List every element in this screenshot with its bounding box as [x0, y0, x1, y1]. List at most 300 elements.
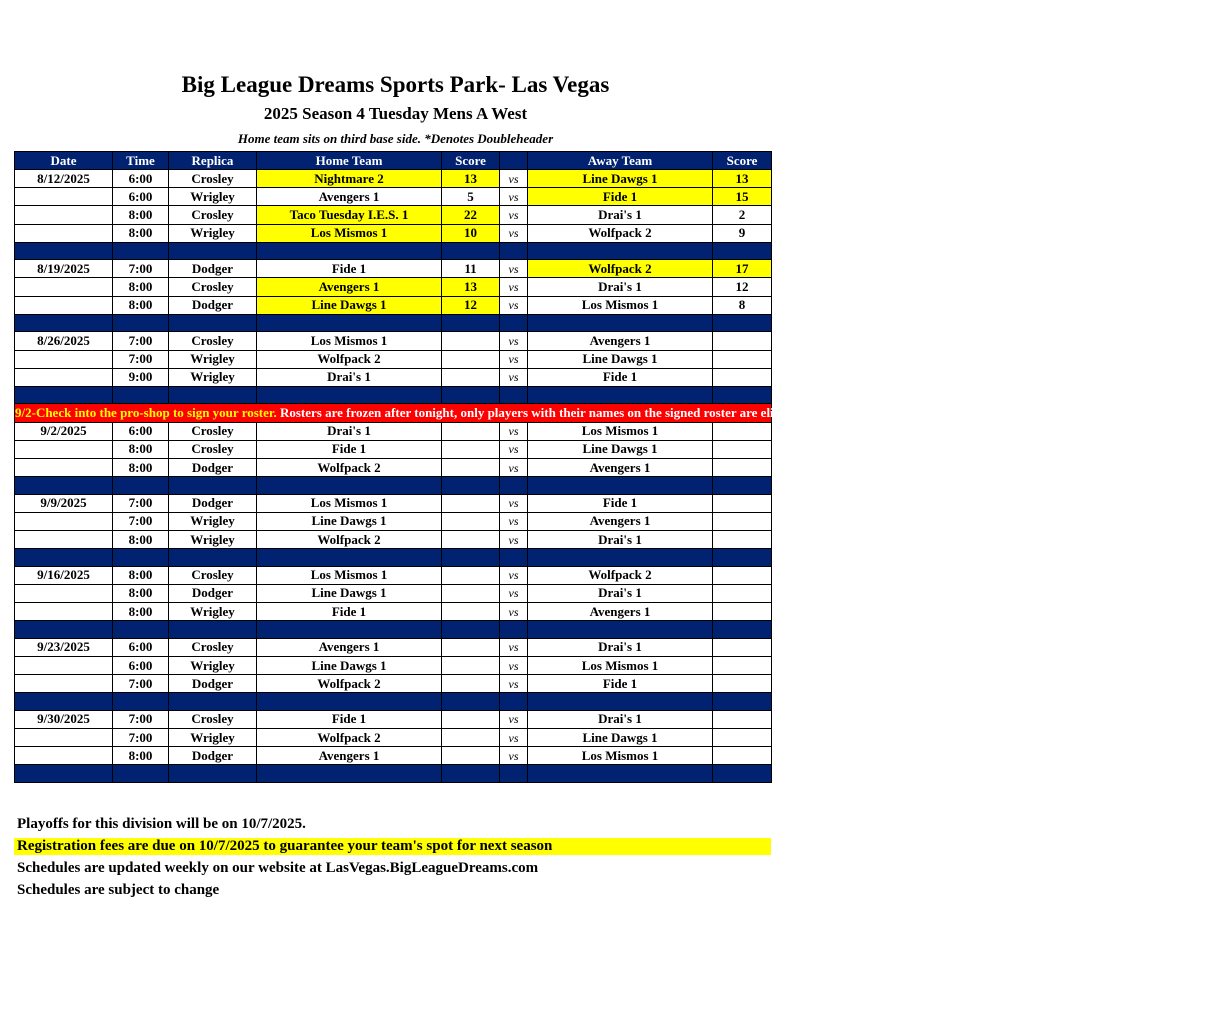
replica-cell: Crosley — [169, 332, 257, 350]
separator-cell — [257, 242, 442, 260]
table-row — [15, 188, 772, 206]
separator-cell — [15, 549, 113, 567]
time-cell: 6:00 — [113, 422, 169, 440]
time-cell: 7:00 — [113, 675, 169, 693]
away-team-cell: Avengers 1 — [528, 512, 713, 530]
table-row — [15, 224, 772, 242]
home-score-cell — [442, 603, 500, 621]
separator-cell — [442, 765, 500, 783]
vs-cell: vs — [500, 675, 528, 693]
away-team-cell: Los Mismos 1 — [528, 296, 713, 314]
vs-cell: vs — [500, 440, 528, 458]
replica-cell: Dodger — [169, 747, 257, 765]
time-cell: 8:00 — [113, 278, 169, 296]
separator-cell — [442, 621, 500, 639]
home-team-cell: Drai's 1 — [257, 422, 442, 440]
home-team-cell: Wolfpack 2 — [257, 350, 442, 368]
separator-cell — [15, 765, 113, 783]
table-row — [15, 566, 772, 584]
table-row — [15, 656, 772, 674]
separator-cell — [528, 693, 713, 711]
home-score-cell — [442, 729, 500, 747]
away-score-cell — [713, 566, 772, 584]
time-cell: 7:00 — [113, 494, 169, 512]
away-team-cell: Line Dawgs 1 — [528, 729, 713, 747]
week-separator-row — [15, 314, 772, 332]
away-team-cell: Drai's 1 — [528, 710, 713, 728]
col-header-date: Date — [15, 152, 113, 170]
replica-cell: Wrigley — [169, 512, 257, 530]
home-team-cell: Line Dawgs 1 — [257, 584, 442, 602]
away-score-cell — [713, 710, 772, 728]
vs-cell: vs — [500, 566, 528, 584]
separator-cell — [169, 621, 257, 639]
separator-cell — [713, 386, 772, 404]
separator-cell — [15, 242, 113, 260]
vs-cell: vs — [500, 638, 528, 656]
away-score-cell — [713, 603, 772, 621]
home-score-cell: 12 — [442, 296, 500, 314]
replica-cell: Dodger — [169, 675, 257, 693]
separator-cell — [713, 765, 772, 783]
away-score-cell — [713, 368, 772, 386]
week-separator-row — [15, 477, 772, 495]
away-score-cell — [713, 729, 772, 747]
table-row — [15, 170, 772, 188]
vs-cell: vs — [500, 368, 528, 386]
separator-cell — [500, 314, 528, 332]
separator-cell — [442, 693, 500, 711]
away-score-cell — [713, 440, 772, 458]
date-cell — [15, 584, 113, 602]
schedule-body — [15, 170, 1232, 783]
table-row — [15, 440, 772, 458]
home-team-cell: Fide 1 — [257, 440, 442, 458]
vs-cell: vs — [500, 296, 528, 314]
date-cell — [15, 656, 113, 674]
away-score-cell: 2 — [713, 206, 772, 224]
separator-cell — [500, 549, 528, 567]
home-team-cell: Drai's 1 — [257, 368, 442, 386]
away-score-cell — [713, 458, 772, 476]
separator-cell — [442, 549, 500, 567]
replica-cell: Crosley — [169, 440, 257, 458]
away-team-cell: Fide 1 — [528, 494, 713, 512]
home-team-cell: Fide 1 — [257, 710, 442, 728]
home-team-cell: Avengers 1 — [257, 188, 442, 206]
home-team-cell: Fide 1 — [257, 260, 442, 278]
home-team-cell: Avengers 1 — [257, 278, 442, 296]
home-score-cell — [442, 350, 500, 368]
separator-cell — [15, 477, 113, 495]
roster-notice-text: Rosters are frozen after tonight, only players with their names on the signed roster are eligible for playoffs. Please check carefully as changes will not be made for omissions. — [276, 404, 1232, 420]
away-score-cell: 17 — [713, 260, 772, 278]
date-cell — [15, 224, 113, 242]
separator-cell — [442, 314, 500, 332]
schedule-table — [14, 151, 1232, 783]
home-score-cell: 11 — [442, 260, 500, 278]
separator-cell — [113, 693, 169, 711]
home-score-cell — [442, 531, 500, 549]
table-row — [15, 729, 772, 747]
separator-cell — [442, 242, 500, 260]
date-cell — [15, 188, 113, 206]
replica-cell: Wrigley — [169, 531, 257, 549]
week-separator-row — [15, 549, 772, 567]
vs-cell: vs — [500, 350, 528, 368]
away-team-cell: Drai's 1 — [528, 206, 713, 224]
page-title: Big League Dreams Sports Park- Las Vegas — [181, 72, 610, 97]
replica-cell: Crosley — [169, 566, 257, 584]
date-cell — [15, 603, 113, 621]
date-cell — [15, 440, 113, 458]
home-team-cell: Wolfpack 2 — [257, 531, 442, 549]
date-cell: 8/26/2025 — [15, 332, 113, 350]
away-team-cell: Wolfpack 2 — [528, 260, 713, 278]
table-row — [15, 531, 772, 549]
vs-cell: vs — [500, 729, 528, 747]
away-score-cell: 9 — [713, 224, 772, 242]
home-score-cell — [442, 710, 500, 728]
away-team-cell: Fide 1 — [528, 368, 713, 386]
date-cell — [15, 531, 113, 549]
separator-cell — [257, 386, 442, 404]
week-separator-row — [15, 693, 772, 711]
separator-cell — [15, 621, 113, 639]
table-row — [15, 512, 772, 530]
footer-playoffs: Playoffs for this division will be on 10/7/2025. — [17, 816, 306, 832]
replica-cell: Wrigley — [169, 188, 257, 206]
away-team-cell: Fide 1 — [528, 188, 713, 206]
home-score-cell: 22 — [442, 206, 500, 224]
replica-cell: Dodger — [169, 584, 257, 602]
date-cell: 8/19/2025 — [15, 260, 113, 278]
away-team-cell: Avengers 1 — [528, 332, 713, 350]
table-row — [15, 422, 772, 440]
away-team-cell: Drai's 1 — [528, 531, 713, 549]
separator-cell — [15, 693, 113, 711]
away-team-cell: Line Dawgs 1 — [528, 170, 713, 188]
home-score-cell: 10 — [442, 224, 500, 242]
separator-cell — [713, 242, 772, 260]
away-score-cell — [713, 332, 772, 350]
separator-cell — [713, 549, 772, 567]
replica-cell: Dodger — [169, 260, 257, 278]
date-cell — [15, 350, 113, 368]
separator-cell — [500, 242, 528, 260]
replica-cell: Dodger — [169, 296, 257, 314]
home-score-cell — [442, 566, 500, 584]
separator-cell — [528, 477, 713, 495]
vs-cell: vs — [500, 188, 528, 206]
separator-cell — [500, 386, 528, 404]
away-team-cell: Los Mismos 1 — [528, 747, 713, 765]
separator-cell — [169, 242, 257, 260]
separator-cell — [257, 549, 442, 567]
away-team-cell: Wolfpack 2 — [528, 224, 713, 242]
home-score-cell — [442, 332, 500, 350]
home-team-cell: Nightmare 2 — [257, 170, 442, 188]
table-header-row — [15, 152, 772, 170]
separator-cell — [528, 621, 713, 639]
replica-cell: Crosley — [169, 638, 257, 656]
separator-cell — [528, 314, 713, 332]
table-row — [15, 638, 772, 656]
date-cell — [15, 368, 113, 386]
table-row — [15, 368, 772, 386]
replica-cell: Wrigley — [169, 656, 257, 674]
separator-cell — [713, 693, 772, 711]
vs-cell: vs — [500, 422, 528, 440]
home-score-cell — [442, 656, 500, 674]
away-team-cell: Los Mismos 1 — [528, 656, 713, 674]
away-score-cell: 15 — [713, 188, 772, 206]
separator-cell — [113, 386, 169, 404]
separator-cell — [500, 693, 528, 711]
time-cell: 8:00 — [113, 603, 169, 621]
separator-cell — [713, 314, 772, 332]
separator-cell — [113, 549, 169, 567]
time-cell: 8:00 — [113, 747, 169, 765]
home-score-cell — [442, 747, 500, 765]
separator-cell — [500, 765, 528, 783]
away-team-cell: Line Dawgs 1 — [528, 440, 713, 458]
roster-notice-row — [15, 404, 772, 422]
table-row — [15, 332, 772, 350]
home-team-cell: Line Dawgs 1 — [257, 512, 442, 530]
separator-cell — [713, 621, 772, 639]
separator-cell — [113, 765, 169, 783]
col-header-vs — [500, 152, 528, 170]
home-score-cell: 13 — [442, 170, 500, 188]
vs-cell: vs — [500, 747, 528, 765]
home-team-cell: Wolfpack 2 — [257, 729, 442, 747]
separator-cell — [713, 477, 772, 495]
away-team-cell: Drai's 1 — [528, 584, 713, 602]
replica-cell: Crosley — [169, 206, 257, 224]
separator-cell — [169, 549, 257, 567]
vs-cell: vs — [500, 656, 528, 674]
week-separator-row — [15, 386, 772, 404]
time-cell: 9:00 — [113, 368, 169, 386]
separator-cell — [528, 386, 713, 404]
away-score-cell — [713, 584, 772, 602]
home-team-cell: Wolfpack 2 — [257, 675, 442, 693]
replica-cell: Dodger — [169, 494, 257, 512]
time-cell: 6:00 — [113, 188, 169, 206]
vs-cell: vs — [500, 458, 528, 476]
home-team-cell: Avengers 1 — [257, 638, 442, 656]
time-cell: 8:00 — [113, 296, 169, 314]
date-cell: 9/9/2025 — [15, 494, 113, 512]
col-header-time: Time — [113, 152, 169, 170]
time-cell: 8:00 — [113, 206, 169, 224]
away-team-cell: Drai's 1 — [528, 278, 713, 296]
away-score-cell — [713, 494, 772, 512]
separator-cell — [257, 621, 442, 639]
home-score-cell — [442, 675, 500, 693]
footer-registration: Registration fees are due on 10/7/2025 to guarantee your team's spot for next season — [14, 838, 771, 855]
table-row — [15, 675, 772, 693]
home-team-cell: Fide 1 — [257, 603, 442, 621]
footer-subject-to-change: Schedules are subject to change — [17, 882, 220, 898]
time-cell: 8:00 — [113, 458, 169, 476]
time-cell: 7:00 — [113, 729, 169, 747]
page-subtitle: 2025 Season 4 Tuesday Mens A West — [263, 104, 528, 123]
separator-cell — [500, 477, 528, 495]
vs-cell: vs — [500, 206, 528, 224]
away-team-cell: Line Dawgs 1 — [528, 350, 713, 368]
away-team-cell: Drai's 1 — [528, 638, 713, 656]
table-row — [15, 260, 772, 278]
away-score-cell: 8 — [713, 296, 772, 314]
table-row — [15, 710, 772, 728]
week-separator-row — [15, 621, 772, 639]
date-cell — [15, 206, 113, 224]
replica-cell: Wrigley — [169, 224, 257, 242]
roster-notice-highlight: 9/2-Check into the pro-shop to sign your roster. — [15, 404, 277, 420]
replica-cell: Wrigley — [169, 350, 257, 368]
time-cell: 8:00 — [113, 440, 169, 458]
vs-cell: vs — [500, 512, 528, 530]
table-row — [15, 584, 772, 602]
replica-cell: Dodger — [169, 458, 257, 476]
table-row — [15, 206, 772, 224]
separator-cell — [169, 314, 257, 332]
away-team-cell: Los Mismos 1 — [528, 422, 713, 440]
replica-cell: Wrigley — [169, 368, 257, 386]
separator-cell — [113, 477, 169, 495]
time-cell: 6:00 — [113, 170, 169, 188]
vs-cell: vs — [500, 710, 528, 728]
home-score-cell — [442, 422, 500, 440]
date-cell: 9/30/2025 — [15, 710, 113, 728]
separator-cell — [113, 621, 169, 639]
separator-cell — [169, 693, 257, 711]
table-row — [15, 458, 772, 476]
table-row — [15, 296, 772, 314]
vs-cell: vs — [500, 332, 528, 350]
time-cell: 7:00 — [113, 332, 169, 350]
away-score-cell — [713, 512, 772, 530]
table-row — [15, 494, 772, 512]
time-cell: 8:00 — [113, 584, 169, 602]
away-score-cell — [713, 531, 772, 549]
footer-website: Schedules are updated weekly on our website at LasVegas.BigLeagueDreams.com — [17, 860, 539, 876]
time-cell: 8:00 — [113, 224, 169, 242]
home-score-cell — [442, 494, 500, 512]
separator-cell — [528, 549, 713, 567]
home-team-cell: Los Mismos 1 — [257, 566, 442, 584]
away-team-cell: Wolfpack 2 — [528, 566, 713, 584]
roster-notice — [15, 404, 1232, 422]
date-cell: 9/23/2025 — [15, 638, 113, 656]
home-score-cell — [442, 584, 500, 602]
date-cell — [15, 747, 113, 765]
separator-cell — [169, 386, 257, 404]
away-team-cell: Fide 1 — [528, 675, 713, 693]
replica-cell: Wrigley — [169, 603, 257, 621]
table-row — [15, 278, 772, 296]
home-team-cell: Avengers 1 — [257, 747, 442, 765]
replica-cell: Crosley — [169, 710, 257, 728]
away-score-cell — [713, 422, 772, 440]
date-cell: 9/2/2025 — [15, 422, 113, 440]
vs-cell: vs — [500, 278, 528, 296]
home-score-cell: 5 — [442, 188, 500, 206]
vs-cell: vs — [500, 224, 528, 242]
separator-cell — [257, 477, 442, 495]
home-score-cell — [442, 512, 500, 530]
home-team-cell: Taco Tuesday I.E.S. 1 — [257, 206, 442, 224]
date-cell — [15, 296, 113, 314]
vs-cell: vs — [500, 170, 528, 188]
home-score-cell — [442, 458, 500, 476]
away-score-cell — [713, 675, 772, 693]
table-row — [15, 603, 772, 621]
home-team-cell: Los Mismos 1 — [257, 224, 442, 242]
page-note: Home team sits on third base side. *Denotes Doubleheader — [237, 131, 554, 146]
col-header-home-score: Score — [442, 152, 500, 170]
separator-cell — [257, 765, 442, 783]
home-score-cell — [442, 440, 500, 458]
separator-cell — [113, 314, 169, 332]
separator-cell — [442, 477, 500, 495]
home-score-cell: 13 — [442, 278, 500, 296]
table-row — [15, 747, 772, 765]
away-team-cell: Avengers 1 — [528, 458, 713, 476]
date-cell — [15, 675, 113, 693]
separator-cell — [500, 621, 528, 639]
col-header-away-team: Away Team — [528, 152, 713, 170]
home-score-cell — [442, 638, 500, 656]
replica-cell: Wrigley — [169, 729, 257, 747]
separator-cell — [113, 242, 169, 260]
separator-cell — [15, 386, 113, 404]
time-cell: 7:00 — [113, 512, 169, 530]
week-separator-row — [15, 765, 772, 783]
home-team-cell: Wolfpack 2 — [257, 458, 442, 476]
home-team-cell: Los Mismos 1 — [257, 494, 442, 512]
date-cell: 8/12/2025 — [15, 170, 113, 188]
time-cell: 7:00 — [113, 260, 169, 278]
away-score-cell — [713, 638, 772, 656]
away-score-cell — [713, 656, 772, 674]
time-cell: 6:00 — [113, 656, 169, 674]
home-team-cell: Line Dawgs 1 — [257, 296, 442, 314]
separator-cell — [257, 693, 442, 711]
time-cell: 6:00 — [113, 638, 169, 656]
separator-cell — [169, 477, 257, 495]
away-team-cell: Avengers 1 — [528, 603, 713, 621]
vs-cell: vs — [500, 260, 528, 278]
replica-cell: Crosley — [169, 278, 257, 296]
replica-cell: Crosley — [169, 422, 257, 440]
col-header-home-team: Home Team — [257, 152, 442, 170]
date-cell — [15, 512, 113, 530]
date-cell — [15, 278, 113, 296]
away-score-cell: 12 — [713, 278, 772, 296]
time-cell: 7:00 — [113, 350, 169, 368]
separator-cell — [528, 765, 713, 783]
separator-cell — [528, 242, 713, 260]
col-header-replica: Replica — [169, 152, 257, 170]
away-score-cell: 13 — [713, 170, 772, 188]
time-cell: 7:00 — [113, 710, 169, 728]
date-cell — [15, 458, 113, 476]
home-team-cell: Line Dawgs 1 — [257, 656, 442, 674]
separator-cell — [169, 765, 257, 783]
